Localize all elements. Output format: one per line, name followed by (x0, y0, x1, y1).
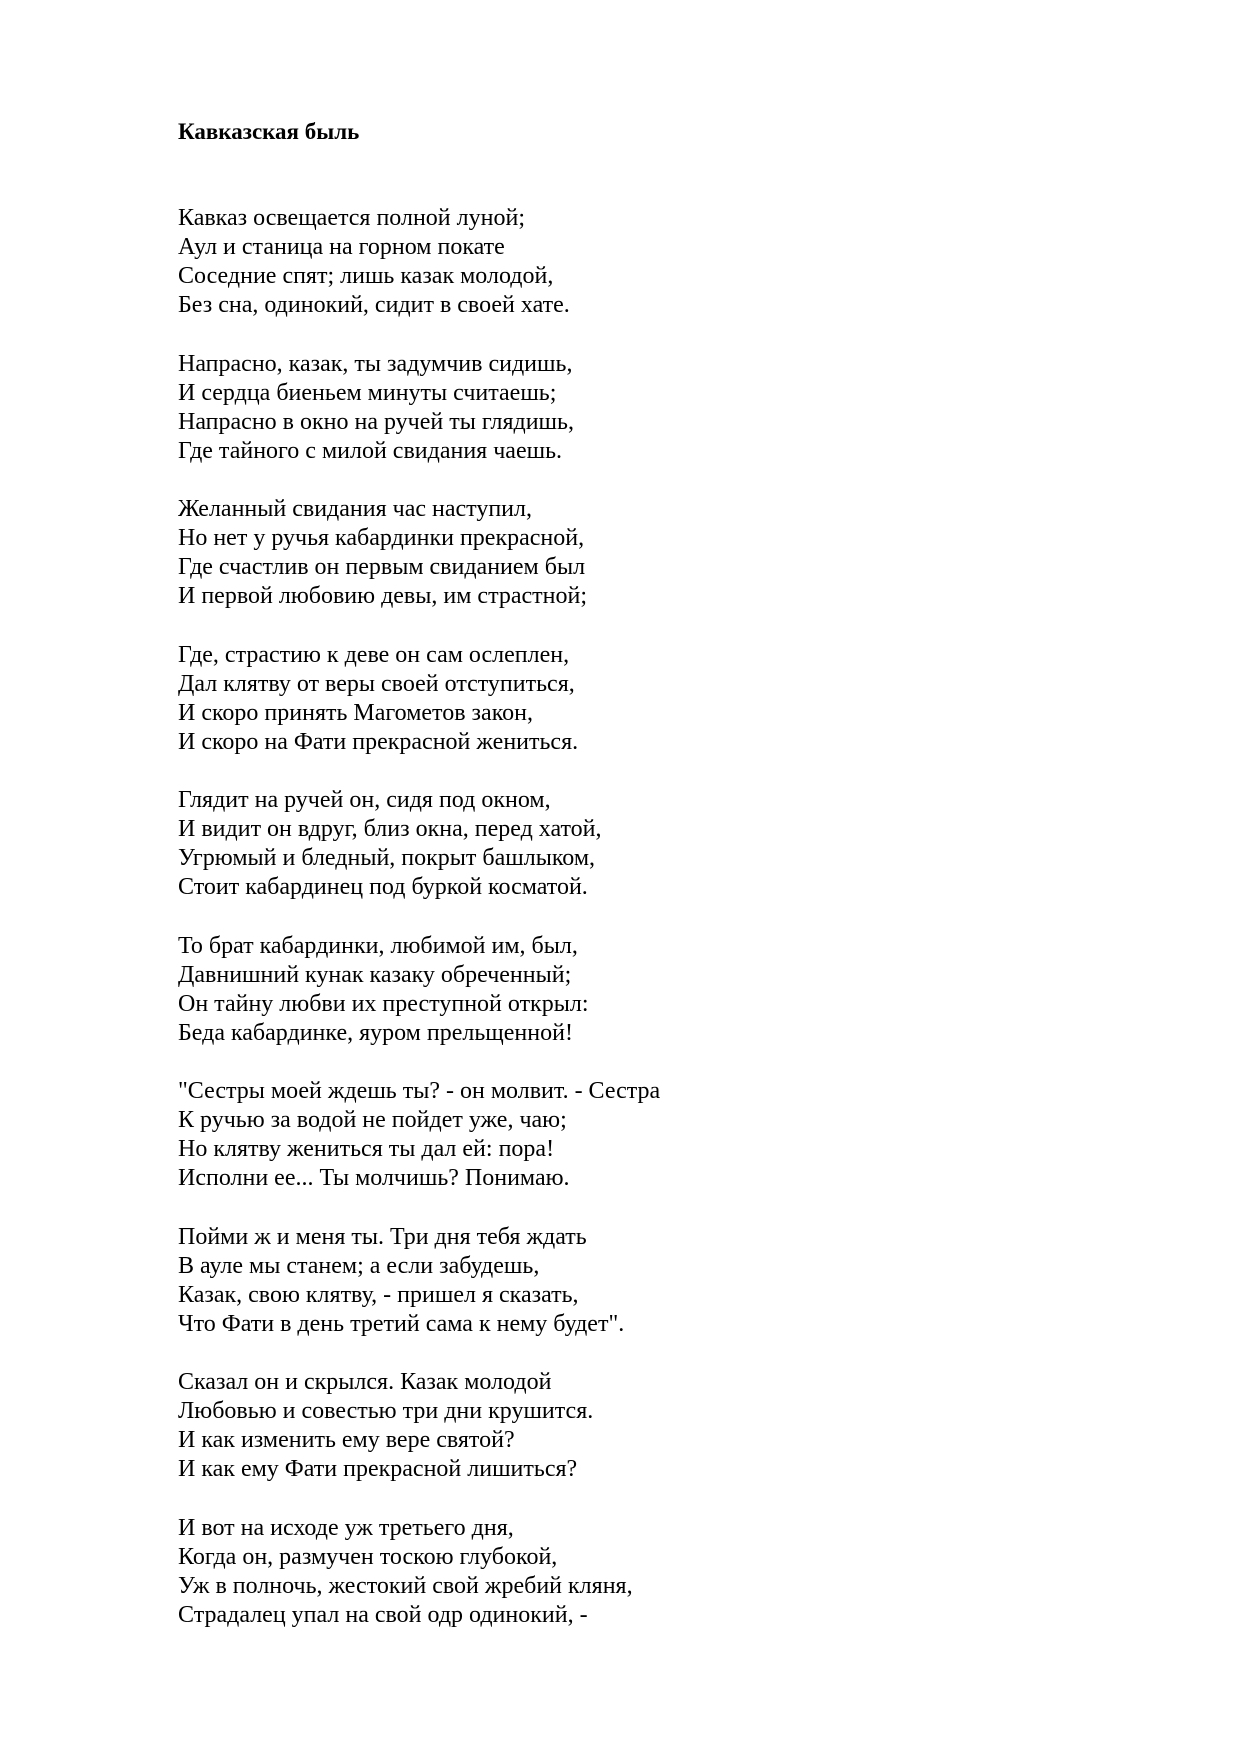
stanza-10 (178, 1514, 1078, 1630)
poem-line: То брат кабардинки, любимой им, был, (178, 932, 578, 959)
stanza-7 (178, 1077, 1078, 1193)
poem-line: И вот на исходе уж третьего дня, (178, 1514, 514, 1541)
poem-line: Пойми ж и меня ты. Три дня тебя ждать (178, 1223, 587, 1250)
poem-line: В ауле мы станем; а если забудешь, (178, 1252, 540, 1279)
poem-body (178, 204, 1078, 1659)
poem-line: Соседние спят; лишь казак молодой, (178, 263, 554, 289)
poem-line: Желанный свидания час наступил, (178, 496, 532, 522)
poem-line: Глядит на ручей он, сидя под окном, (178, 787, 551, 813)
poem-line: К ручью за водой не пойдет уже, чаю; (178, 1107, 567, 1133)
poem-line: Кавказ освещается полной луной; (178, 205, 525, 231)
poem-line: Без сна, одинокий, сидит в своей хате. (178, 292, 570, 318)
poem-line: И скоро на Фати прекрасной жениться. (178, 728, 579, 755)
poem-line: Любовью и совестью три дни крушится. (178, 1398, 594, 1424)
poem-line: И сердца биеньем минуты считаешь; (178, 379, 557, 406)
poem-line: Где тайного с милой свидания чаешь. (178, 437, 563, 464)
poem-line: И скоро принять Магометов закон, (178, 699, 533, 726)
poem-line: Что Фати в день третий сама к нему будет". (178, 1310, 625, 1337)
poem-line: Но нет у ручья кабардинки прекрасной, (178, 525, 585, 551)
poem-line: И видит он вдруг, близ окна, перед хатой, (178, 816, 602, 842)
poem-line: Сказал он и скрылся. Казак молодой (178, 1369, 552, 1395)
stanza-5 (178, 786, 1078, 902)
stanza-6 (178, 932, 1078, 1048)
poem-title: Кавказская быль (178, 119, 360, 144)
poem-line: Напрасно, казак, ты задумчив сидишь, (178, 350, 573, 377)
poem-line: Аул и станица на горном покате (178, 234, 505, 260)
poem-line: Казак, свою клятву, - пришел я сказать, (178, 1281, 579, 1308)
poem-line: Беда кабардинке, яуром прельщенной! (178, 1019, 573, 1046)
stanza-8 (178, 1223, 1078, 1339)
poem-line: Напрасно в окно на ручей ты глядишь, (178, 408, 574, 435)
stanza-3 (178, 495, 1078, 611)
poem-line: Стоит кабардинец под буркой косматой. (178, 874, 588, 900)
poem-line: Давнишний кунак казаку обреченный; (178, 961, 572, 988)
poem-line: Страдалец упал на свой одр одинокий, - (178, 1601, 588, 1628)
poem-line: И как изменить ему вере святой? (178, 1427, 515, 1453)
poem-line: Но клятву жениться ты дал ей: пора! (178, 1136, 555, 1162)
poem-line: И первой любовию девы, им страстной; (178, 583, 587, 609)
stanza-9 (178, 1368, 1078, 1484)
poem-line: Угрюмый и бледный, покрыт башлыком, (178, 845, 596, 871)
poem-line: Дал клятву от веры своей отступиться, (178, 670, 575, 697)
stanza-2 (178, 350, 1078, 466)
poem-line: Когда он, размучен тоскою глубокой, (178, 1543, 558, 1570)
stanza-1 (178, 204, 1078, 320)
poem-line: Уж в полночь, жестокий свой жребий кляня, (178, 1572, 633, 1599)
poem-line: Он тайну любви их преступной открыл: (178, 990, 589, 1017)
poem-line: Где счастлив он первым свиданием был (178, 554, 586, 580)
poem-line: "Сестры моей ждешь ты? - он молвит. - Сестра (178, 1078, 661, 1104)
poem-line: Исполни ее... Ты молчишь? Понимаю. (178, 1165, 570, 1191)
poem-line: Где, страстию к деве он сам ослеплен, (178, 641, 570, 668)
poem-line: И как ему Фати прекрасной лишиться? (178, 1456, 578, 1482)
stanza-4 (178, 641, 1078, 757)
